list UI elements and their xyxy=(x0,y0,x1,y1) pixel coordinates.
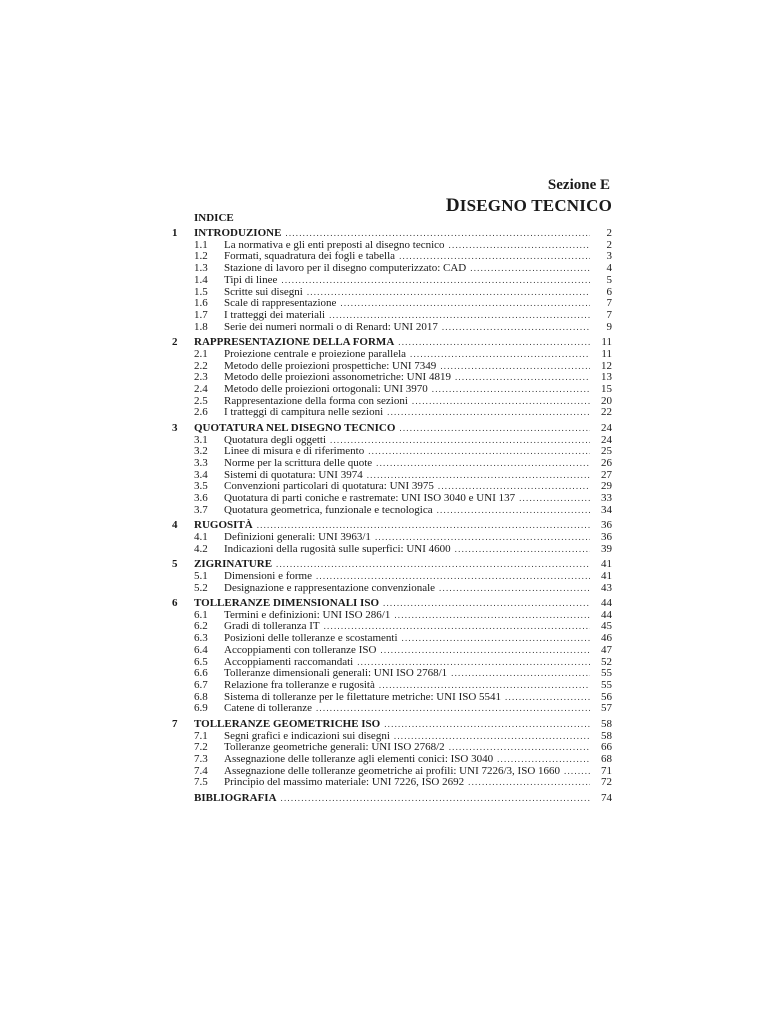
subsection-number: 6.2 xyxy=(194,620,208,633)
page-number: 4 xyxy=(606,262,612,275)
subsection-number: 3.1 xyxy=(194,433,208,446)
leader-dots xyxy=(375,532,590,544)
leader-dots xyxy=(497,754,590,766)
leader-dots xyxy=(412,396,590,408)
subsection-title: Assegnazione delle tolleranze geometriche ai profili: UNI 7226/3, ISO 1660 xyxy=(224,764,561,777)
leader-dots xyxy=(451,668,590,680)
subsection-title: Sistema di tolleranze per le filettature metriche: UNI ISO 5541 xyxy=(224,690,502,703)
leader-dots xyxy=(519,493,590,505)
subsection-title: Indicazioni della rugosità sulle superfici: UNI 4600 xyxy=(224,542,451,555)
leader-dots xyxy=(281,275,590,287)
leader-dots xyxy=(285,228,590,240)
page-number: 22 xyxy=(601,406,612,419)
chapter-row xyxy=(172,423,612,435)
chapter-number: 1 xyxy=(172,227,178,239)
page-number: 56 xyxy=(601,690,612,703)
leader-dots xyxy=(432,384,590,396)
page-number: 44 xyxy=(601,597,612,610)
subsection-number: 6.7 xyxy=(194,679,208,691)
subsection-title: Linee di misura e di riferimento xyxy=(224,445,365,458)
subsection-title: La normativa e gli enti preposti al disegno tecnico xyxy=(224,238,445,251)
page-number: 26 xyxy=(601,456,612,469)
leader-dots xyxy=(387,407,590,419)
page-number: 24 xyxy=(601,421,612,434)
subsection-title: Quotatura geometrica, funzionale e tecnologica xyxy=(224,503,433,516)
page-number: 9 xyxy=(606,320,612,333)
page-number: 41 xyxy=(601,569,612,582)
subsection-number: 6.5 xyxy=(194,655,208,668)
subsection-title: Metodo delle proiezioni prospettiche: UNI 7349 xyxy=(224,359,437,372)
page-number: 58 xyxy=(601,717,612,730)
subsection-title: Tipi di linee xyxy=(224,273,278,286)
subsection-number: 7.5 xyxy=(194,776,208,789)
page-number: 55 xyxy=(601,679,612,691)
subsection-title: Quotatura degli oggetti xyxy=(224,433,327,446)
page-number: 74 xyxy=(601,791,612,804)
chapter-number: 2 xyxy=(172,336,178,349)
page-number: 25 xyxy=(601,445,612,458)
leader-dots xyxy=(455,544,590,556)
leader-dots xyxy=(316,571,590,583)
page-number: 39 xyxy=(601,542,612,555)
subsection-row xyxy=(172,310,612,322)
subsection-number: 3.7 xyxy=(194,503,208,516)
subsection-row xyxy=(172,275,612,287)
subsection-number: 3.2 xyxy=(194,445,208,458)
bibliography-row xyxy=(172,793,612,805)
leader-dots xyxy=(384,719,590,731)
leader-dots xyxy=(307,287,590,299)
chapter-title: ZIGRINATURE xyxy=(194,558,273,571)
subsection-title: Tolleranze dimensionali generali: UNI ISO 2768/1 xyxy=(224,667,448,680)
subsection-number: 7.2 xyxy=(194,741,208,754)
chapter-number: 6 xyxy=(172,597,178,610)
page-number: 44 xyxy=(601,608,612,621)
leader-dots xyxy=(376,458,590,470)
subsection-title: Scritte sui disegni xyxy=(224,285,303,298)
subsection-row xyxy=(172,703,612,715)
subsection-title: Accoppiamenti con tolleranze ISO xyxy=(224,643,377,656)
leader-dots xyxy=(439,583,590,595)
subsection-title: Sistemi di quotatura: UNI 3974 xyxy=(224,468,363,481)
page-number: 71 xyxy=(601,764,612,777)
leader-dots xyxy=(276,559,590,571)
leader-dots xyxy=(379,680,590,692)
page-number: 27 xyxy=(601,468,612,481)
subsection-row xyxy=(172,777,612,789)
page-number: 5 xyxy=(606,273,612,286)
page-number: 3 xyxy=(606,250,612,263)
page-number: 41 xyxy=(601,558,612,571)
chapter-1 xyxy=(172,228,612,333)
subsection-number: 1.3 xyxy=(194,262,208,275)
subsection-number: 1.7 xyxy=(194,308,208,321)
leader-dots xyxy=(398,337,590,349)
subsection-number: 3.3 xyxy=(194,456,208,469)
subsection-title: Tolleranze geometriche generali: UNI ISO 2768/2 xyxy=(224,741,445,754)
subsection-title: Serie dei numeri normali o di Renard: UNI 2017 xyxy=(224,320,438,333)
page-number: 24 xyxy=(601,433,612,446)
subsection-title: Stazione di lavoro per il disegno computerizzato: CAD xyxy=(224,262,467,275)
subsection-row xyxy=(172,680,612,692)
subsection-number: 2.2 xyxy=(194,359,208,372)
bibliography-title: BIBLIOGRAFIA xyxy=(194,791,277,804)
subsection-row xyxy=(172,349,612,361)
page-number: 52 xyxy=(601,655,612,668)
page-number: 2 xyxy=(606,238,612,251)
leader-dots xyxy=(455,372,590,384)
chapter-number: 7 xyxy=(172,717,178,730)
subsection-title: Accoppiamenti raccomandati xyxy=(224,655,354,668)
leader-dots xyxy=(505,692,590,704)
subsection-title: Termini e definizioni: UNI ISO 286/1 xyxy=(224,608,391,621)
chapter-title: TOLLERANZE GEOMETRICHE ISO xyxy=(194,717,381,730)
chapter-number: 3 xyxy=(172,421,178,434)
subsection-title: Catene di tolleranze xyxy=(224,702,312,715)
page-number: 58 xyxy=(601,729,612,742)
subsection-number: 1.2 xyxy=(194,250,208,263)
chapter-title: QUOTATURA NEL DISEGNO TECNICO xyxy=(194,421,396,434)
chapter-2 xyxy=(172,337,612,419)
subsection-title: Gradi di tolleranza IT xyxy=(224,620,320,633)
subsection-number: 3.4 xyxy=(194,468,208,481)
subsection-row xyxy=(172,407,612,419)
subsection-row xyxy=(172,458,612,470)
page-number: 66 xyxy=(601,741,612,754)
page-number: 11 xyxy=(601,336,612,349)
subsection-title: Metodo delle proiezioni ortogonali: UNI 3970 xyxy=(224,382,428,395)
leader-dots xyxy=(380,645,590,657)
page-number: 7 xyxy=(606,297,612,310)
page-number: 33 xyxy=(601,492,612,505)
subsection-title: I tratteggi di campitura nelle sezioni xyxy=(224,406,384,419)
leader-dots xyxy=(402,633,590,645)
subsection-title: Scale di rappresentazione xyxy=(224,297,337,310)
subsection-number: 2.6 xyxy=(194,406,208,419)
leader-dots xyxy=(440,361,590,373)
leader-dots xyxy=(468,777,590,789)
subsection-number: 2.3 xyxy=(194,371,208,384)
chapter-row xyxy=(172,228,612,240)
subsection-title: Dimensioni e forme xyxy=(224,569,312,582)
subsection-number: 7.4 xyxy=(194,764,208,777)
subsection-row xyxy=(172,571,612,583)
subsection-number: 6.6 xyxy=(194,667,208,680)
index-heading: INDICE xyxy=(194,212,234,224)
leader-dots xyxy=(399,423,590,435)
subsection-title: I tratteggi dei materiali xyxy=(224,308,326,321)
subsection-row xyxy=(172,754,612,766)
section-label: Sezione E xyxy=(547,177,610,193)
subsection-row xyxy=(172,583,612,595)
subsection-number: 1.1 xyxy=(194,238,208,251)
subsection-number: 2.4 xyxy=(194,382,208,395)
subsection-number: 5.2 xyxy=(194,581,208,594)
subsection-number: 4.1 xyxy=(194,530,208,543)
subsection-number: 1.8 xyxy=(194,320,208,333)
leader-dots xyxy=(449,240,590,252)
table-of-contents xyxy=(172,228,612,808)
chapter-4 xyxy=(172,520,612,555)
page-number: 20 xyxy=(601,394,612,407)
leader-dots xyxy=(442,322,590,334)
leader-dots xyxy=(394,610,590,622)
subsection-number: 2.5 xyxy=(194,394,208,407)
subsection-number: 6.4 xyxy=(194,643,208,656)
leader-dots xyxy=(281,793,590,805)
subsection-title: Rappresentazione della forma con sezioni xyxy=(224,394,408,407)
page-number: 45 xyxy=(601,620,612,633)
subsection-number: 6.3 xyxy=(194,632,208,645)
subsection-row xyxy=(172,645,612,657)
chapter-row xyxy=(172,719,612,731)
page-number: 13 xyxy=(601,371,612,384)
subsection-number: 6.9 xyxy=(194,702,208,715)
leader-dots xyxy=(316,703,590,715)
section-title-initial: D xyxy=(445,195,460,216)
page-number: 12 xyxy=(601,359,612,372)
leader-dots xyxy=(383,598,590,610)
leader-dots xyxy=(340,298,590,310)
page-number: 15 xyxy=(601,382,612,395)
page-number: 36 xyxy=(601,530,612,543)
section-title-rest: ISEGNO TECNICO xyxy=(459,196,612,215)
chapter-5 xyxy=(172,559,612,594)
subsection-title: Posizioni delle tolleranze e scostamenti xyxy=(224,632,398,645)
subsection-number: 1.4 xyxy=(194,273,208,286)
leader-dots xyxy=(368,446,590,458)
chapter-title: RAPPRESENTAZIONE DELLA FORMA xyxy=(194,336,395,349)
subsection-number: 1.6 xyxy=(194,297,208,310)
subsection-number: 7.3 xyxy=(194,753,208,766)
subsection-row xyxy=(172,322,612,334)
subsection-title: Proiezione centrale e proiezione parallela xyxy=(224,347,407,360)
subsection-title: Formati, squadratura dei fogli e tabella xyxy=(224,250,396,263)
leader-dots xyxy=(564,766,590,778)
subsection-number: 4.2 xyxy=(194,542,208,555)
chapter-title: RUGOSITÀ xyxy=(194,519,253,532)
page-number: 47 xyxy=(601,643,612,656)
subsection-title: Relazione fra tolleranze e rugosità xyxy=(224,679,375,691)
subsection-title: Metodo delle proiezioni assonometriche: UNI 4819 xyxy=(224,371,451,384)
subsection-title: Norme per la scrittura delle quote xyxy=(224,456,373,469)
page-number: 72 xyxy=(601,776,612,789)
chapter-number: 5 xyxy=(172,558,178,571)
page-number: 46 xyxy=(601,632,612,645)
chapter-title: INTRODUZIONE xyxy=(194,227,282,239)
page-number: 57 xyxy=(601,702,612,715)
subsection-number: 7.1 xyxy=(194,729,208,742)
page-number: 7 xyxy=(606,308,612,321)
leader-dots xyxy=(330,435,590,447)
page-number: 11 xyxy=(601,347,612,360)
subsection-row xyxy=(172,384,612,396)
subsection-title: Definizioni generali: UNI 3963/1 xyxy=(224,530,371,543)
page-number: 34 xyxy=(601,503,612,516)
subsection-row xyxy=(172,505,612,517)
subsection-title: Segni grafici e indicazioni sui disegni xyxy=(224,729,390,742)
chapter-7 xyxy=(172,719,612,789)
subsection-number: 6.1 xyxy=(194,608,208,621)
subsection-number: 1.5 xyxy=(194,285,208,298)
section-title xyxy=(446,195,612,217)
subsection-row xyxy=(172,493,612,505)
subsection-number: 6.8 xyxy=(194,690,208,703)
chapter-number: 4 xyxy=(172,519,178,532)
subsection-title: Assegnazione delle tolleranze agli elementi conici: ISO 3040 xyxy=(224,753,494,766)
chapter-6 xyxy=(172,598,612,715)
subsection-number: 3.6 xyxy=(194,492,208,505)
subsection-row xyxy=(172,544,612,556)
leader-dots xyxy=(437,505,590,517)
chapter-3 xyxy=(172,423,612,517)
subsection-title: Quotatura di parti coniche e rastremate: UNI ISO 3040 e UNI 137 xyxy=(224,492,516,505)
page-number: 68 xyxy=(601,753,612,766)
subsection-number: 3.5 xyxy=(194,480,208,493)
page-number: 55 xyxy=(601,667,612,680)
leader-dots xyxy=(470,263,590,275)
subsection-title: Principio del massimo materiale: UNI 7226, ISO 2692 xyxy=(224,776,465,789)
subsection-number: 5.1 xyxy=(194,569,208,582)
page-number: 2 xyxy=(606,227,612,239)
chapter-title: TOLLERANZE DIMENSIONALI ISO xyxy=(194,597,380,610)
page-number: 29 xyxy=(601,480,612,493)
leader-dots xyxy=(329,310,590,322)
subsection-number: 2.1 xyxy=(194,347,208,360)
page-number: 6 xyxy=(606,285,612,298)
subsection-title: Designazione e rappresentazione convenzionale xyxy=(224,581,436,594)
page-number: 36 xyxy=(601,519,612,532)
bibliography xyxy=(172,793,612,805)
page-number: 43 xyxy=(601,581,612,594)
subsection-title: Convenzioni particolari di quotatura: UNI 3975 xyxy=(224,480,434,493)
leader-dots xyxy=(410,349,590,361)
subsection-row xyxy=(172,532,612,544)
